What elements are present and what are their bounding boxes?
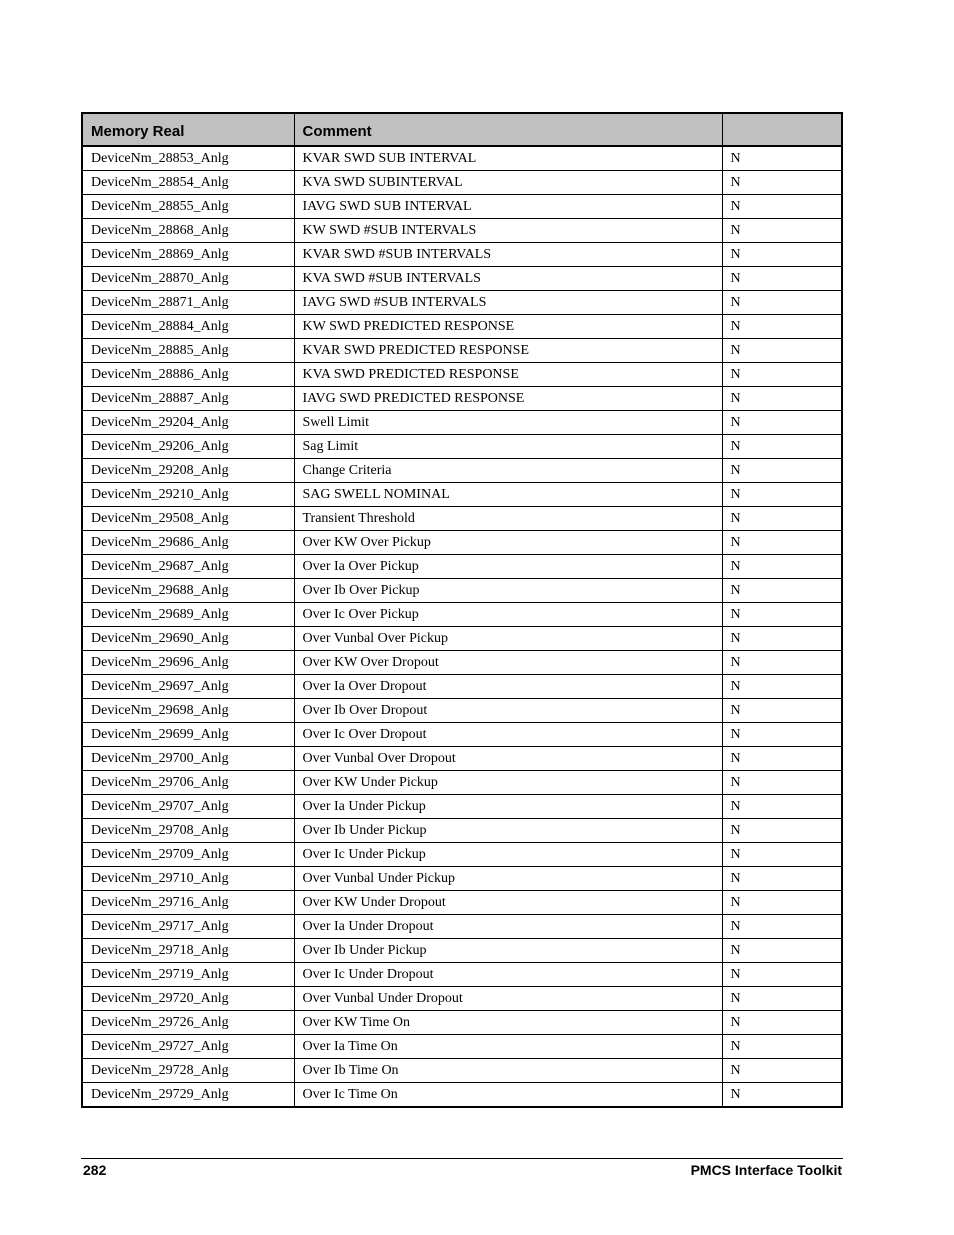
cell-memory-real: DeviceNm_29696_Anlg xyxy=(82,651,294,675)
cell-memory-real: DeviceNm_29717_Anlg xyxy=(82,915,294,939)
table-row xyxy=(82,1083,842,1108)
cell-flag: N xyxy=(722,891,842,915)
cell-comment: Over Ib Over Pickup xyxy=(294,579,722,603)
table-row xyxy=(82,267,842,291)
cell-comment: Over Ia Under Dropout xyxy=(294,915,722,939)
cell-comment: Transient Threshold xyxy=(294,507,722,531)
cell-memory-real: DeviceNm_29727_Anlg xyxy=(82,1035,294,1059)
cell-memory-real: DeviceNm_29508_Anlg xyxy=(82,507,294,531)
cell-flag: N xyxy=(722,363,842,387)
table-row xyxy=(82,411,842,435)
cell-memory-real: DeviceNm_29687_Anlg xyxy=(82,555,294,579)
cell-flag: N xyxy=(722,411,842,435)
cell-comment: KVAR SWD #SUB INTERVALS xyxy=(294,243,722,267)
cell-flag: N xyxy=(722,963,842,987)
cell-flag: N xyxy=(722,675,842,699)
cell-flag: N xyxy=(722,651,842,675)
table-row xyxy=(82,291,842,315)
cell-comment: KVA SWD SUBINTERVAL xyxy=(294,171,722,195)
table-row xyxy=(82,339,842,363)
table-row xyxy=(82,939,842,963)
cell-comment: SAG SWELL NOMINAL xyxy=(294,483,722,507)
cell-flag: N xyxy=(722,699,842,723)
cell-flag: N xyxy=(722,723,842,747)
cell-memory-real: DeviceNm_29690_Anlg xyxy=(82,627,294,651)
cell-memory-real: DeviceNm_28884_Anlg xyxy=(82,315,294,339)
cell-comment: Sag Limit xyxy=(294,435,722,459)
cell-comment: Over Ic Over Pickup xyxy=(294,603,722,627)
cell-flag: N xyxy=(722,987,842,1011)
table-row xyxy=(82,1035,842,1059)
cell-comment: Over Ib Under Pickup xyxy=(294,939,722,963)
cell-comment: KVA SWD PREDICTED RESPONSE xyxy=(294,363,722,387)
cell-flag: N xyxy=(722,1011,842,1035)
cell-flag: N xyxy=(722,579,842,603)
cell-comment: Over KW Over Pickup xyxy=(294,531,722,555)
table-row xyxy=(82,195,842,219)
cell-comment: Over KW Over Dropout xyxy=(294,651,722,675)
table-row xyxy=(82,459,842,483)
cell-flag: N xyxy=(722,555,842,579)
cell-flag: N xyxy=(722,219,842,243)
column-header-memory-real: Memory Real xyxy=(82,113,294,146)
cell-comment: Over Ib Under Pickup xyxy=(294,819,722,843)
cell-flag: N xyxy=(722,459,842,483)
table-row xyxy=(82,843,842,867)
cell-memory-real: DeviceNm_29728_Anlg xyxy=(82,1059,294,1083)
cell-flag: N xyxy=(722,291,842,315)
cell-flag: N xyxy=(722,531,842,555)
table-row xyxy=(82,675,842,699)
page-number: 282 xyxy=(83,1162,107,1178)
cell-comment: Over Ic Under Pickup xyxy=(294,843,722,867)
table-header-row xyxy=(82,113,842,146)
cell-comment: Over Ib Time On xyxy=(294,1059,722,1083)
memory-real-table xyxy=(81,112,843,1108)
table-row xyxy=(82,603,842,627)
table-row xyxy=(82,435,842,459)
column-header-flag xyxy=(722,113,842,146)
cell-memory-real: DeviceNm_29700_Anlg xyxy=(82,747,294,771)
cell-flag: N xyxy=(722,195,842,219)
cell-comment: Over KW Under Pickup xyxy=(294,771,722,795)
cell-comment: Over Ic Time On xyxy=(294,1083,722,1108)
table-row xyxy=(82,1059,842,1083)
cell-flag: N xyxy=(722,267,842,291)
table-row xyxy=(82,363,842,387)
cell-comment: KVAR SWD PREDICTED RESPONSE xyxy=(294,339,722,363)
table-body xyxy=(82,146,842,1107)
cell-flag: N xyxy=(722,795,842,819)
table-row xyxy=(82,555,842,579)
cell-comment: Over Vunbal Under Pickup xyxy=(294,867,722,891)
cell-flag: N xyxy=(722,843,842,867)
table-row xyxy=(82,315,842,339)
cell-memory-real: DeviceNm_28885_Anlg xyxy=(82,339,294,363)
cell-flag: N xyxy=(722,435,842,459)
table-row xyxy=(82,771,842,795)
cell-comment: IAVG SWD #SUB INTERVALS xyxy=(294,291,722,315)
cell-flag: N xyxy=(722,483,842,507)
cell-flag: N xyxy=(722,146,842,171)
table-row xyxy=(82,243,842,267)
cell-comment: Over Ic Over Dropout xyxy=(294,723,722,747)
cell-comment: Over Ia Time On xyxy=(294,1035,722,1059)
cell-memory-real: DeviceNm_29716_Anlg xyxy=(82,891,294,915)
cell-memory-real: DeviceNm_29686_Anlg xyxy=(82,531,294,555)
table-row xyxy=(82,867,842,891)
cell-flag: N xyxy=(722,939,842,963)
cell-comment: Swell Limit xyxy=(294,411,722,435)
cell-flag: N xyxy=(722,315,842,339)
cell-flag: N xyxy=(722,867,842,891)
table-row xyxy=(82,915,842,939)
cell-memory-real: DeviceNm_29689_Anlg xyxy=(82,603,294,627)
cell-comment: Over KW Under Dropout xyxy=(294,891,722,915)
cell-flag: N xyxy=(722,243,842,267)
cell-memory-real: DeviceNm_29718_Anlg xyxy=(82,939,294,963)
cell-flag: N xyxy=(722,339,842,363)
table-row xyxy=(82,579,842,603)
column-header-comment: Comment xyxy=(294,113,722,146)
cell-memory-real: DeviceNm_29204_Anlg xyxy=(82,411,294,435)
cell-memory-real: DeviceNm_28853_Anlg xyxy=(82,146,294,171)
cell-flag: N xyxy=(722,819,842,843)
cell-comment: Over Vunbal Over Pickup xyxy=(294,627,722,651)
cell-memory-real: DeviceNm_28886_Anlg xyxy=(82,363,294,387)
cell-memory-real: DeviceNm_28868_Anlg xyxy=(82,219,294,243)
cell-comment: Over Ia Over Dropout xyxy=(294,675,722,699)
cell-flag: N xyxy=(722,771,842,795)
cell-flag: N xyxy=(722,387,842,411)
cell-memory-real: DeviceNm_29709_Anlg xyxy=(82,843,294,867)
cell-comment: Over Ib Over Dropout xyxy=(294,699,722,723)
book-title: PMCS Interface Toolkit xyxy=(690,1162,842,1178)
cell-memory-real: DeviceNm_28887_Anlg xyxy=(82,387,294,411)
cell-memory-real: DeviceNm_29206_Anlg xyxy=(82,435,294,459)
cell-comment: Over KW Time On xyxy=(294,1011,722,1035)
table-row xyxy=(82,987,842,1011)
cell-comment: Over Vunbal Over Dropout xyxy=(294,747,722,771)
cell-comment: KVA SWD #SUB INTERVALS xyxy=(294,267,722,291)
cell-flag: N xyxy=(722,1083,842,1108)
cell-flag: N xyxy=(722,507,842,531)
table-row xyxy=(82,963,842,987)
cell-flag: N xyxy=(722,627,842,651)
table-row xyxy=(82,1011,842,1035)
cell-memory-real: DeviceNm_28854_Anlg xyxy=(82,171,294,195)
cell-comment: KVAR SWD SUB INTERVAL xyxy=(294,146,722,171)
cell-flag: N xyxy=(722,603,842,627)
cell-memory-real: DeviceNm_29210_Anlg xyxy=(82,483,294,507)
cell-flag: N xyxy=(722,747,842,771)
cell-memory-real: DeviceNm_28870_Anlg xyxy=(82,267,294,291)
cell-comment: KW SWD #SUB INTERVALS xyxy=(294,219,722,243)
cell-memory-real: DeviceNm_29708_Anlg xyxy=(82,819,294,843)
cell-flag: N xyxy=(722,171,842,195)
cell-flag: N xyxy=(722,915,842,939)
cell-comment: Over Vunbal Under Dropout xyxy=(294,987,722,1011)
cell-comment: KW SWD PREDICTED RESPONSE xyxy=(294,315,722,339)
cell-memory-real: DeviceNm_29698_Anlg xyxy=(82,699,294,723)
table-row xyxy=(82,146,842,171)
cell-memory-real: DeviceNm_29706_Anlg xyxy=(82,771,294,795)
cell-memory-real: DeviceNm_29699_Anlg xyxy=(82,723,294,747)
cell-comment: IAVG SWD PREDICTED RESPONSE xyxy=(294,387,722,411)
table-row xyxy=(82,483,842,507)
table-row xyxy=(82,507,842,531)
cell-memory-real: DeviceNm_29208_Anlg xyxy=(82,459,294,483)
cell-comment: IAVG SWD SUB INTERVAL xyxy=(294,195,722,219)
table-row xyxy=(82,531,842,555)
cell-memory-real: DeviceNm_28871_Anlg xyxy=(82,291,294,315)
cell-memory-real: DeviceNm_29729_Anlg xyxy=(82,1083,294,1108)
table-row xyxy=(82,651,842,675)
cell-memory-real: DeviceNm_29719_Anlg xyxy=(82,963,294,987)
cell-memory-real: DeviceNm_29720_Anlg xyxy=(82,987,294,1011)
table-row xyxy=(82,387,842,411)
cell-comment: Over Ic Under Dropout xyxy=(294,963,722,987)
cell-memory-real: DeviceNm_28855_Anlg xyxy=(82,195,294,219)
table-row xyxy=(82,747,842,771)
table-row xyxy=(82,795,842,819)
table-row xyxy=(82,219,842,243)
cell-memory-real: DeviceNm_29688_Anlg xyxy=(82,579,294,603)
cell-flag: N xyxy=(722,1035,842,1059)
table-row xyxy=(82,723,842,747)
cell-memory-real: DeviceNm_29707_Anlg xyxy=(82,795,294,819)
footer-divider xyxy=(81,1158,843,1159)
cell-memory-real: DeviceNm_28869_Anlg xyxy=(82,243,294,267)
cell-comment: Change Criteria xyxy=(294,459,722,483)
cell-memory-real: DeviceNm_29710_Anlg xyxy=(82,867,294,891)
table-row xyxy=(82,819,842,843)
cell-memory-real: DeviceNm_29726_Anlg xyxy=(82,1011,294,1035)
cell-comment: Over Ia Under Pickup xyxy=(294,795,722,819)
table-row xyxy=(82,627,842,651)
table-row xyxy=(82,171,842,195)
cell-flag: N xyxy=(722,1059,842,1083)
cell-memory-real: DeviceNm_29697_Anlg xyxy=(82,675,294,699)
table-row xyxy=(82,699,842,723)
table-row xyxy=(82,891,842,915)
cell-comment: Over Ia Over Pickup xyxy=(294,555,722,579)
